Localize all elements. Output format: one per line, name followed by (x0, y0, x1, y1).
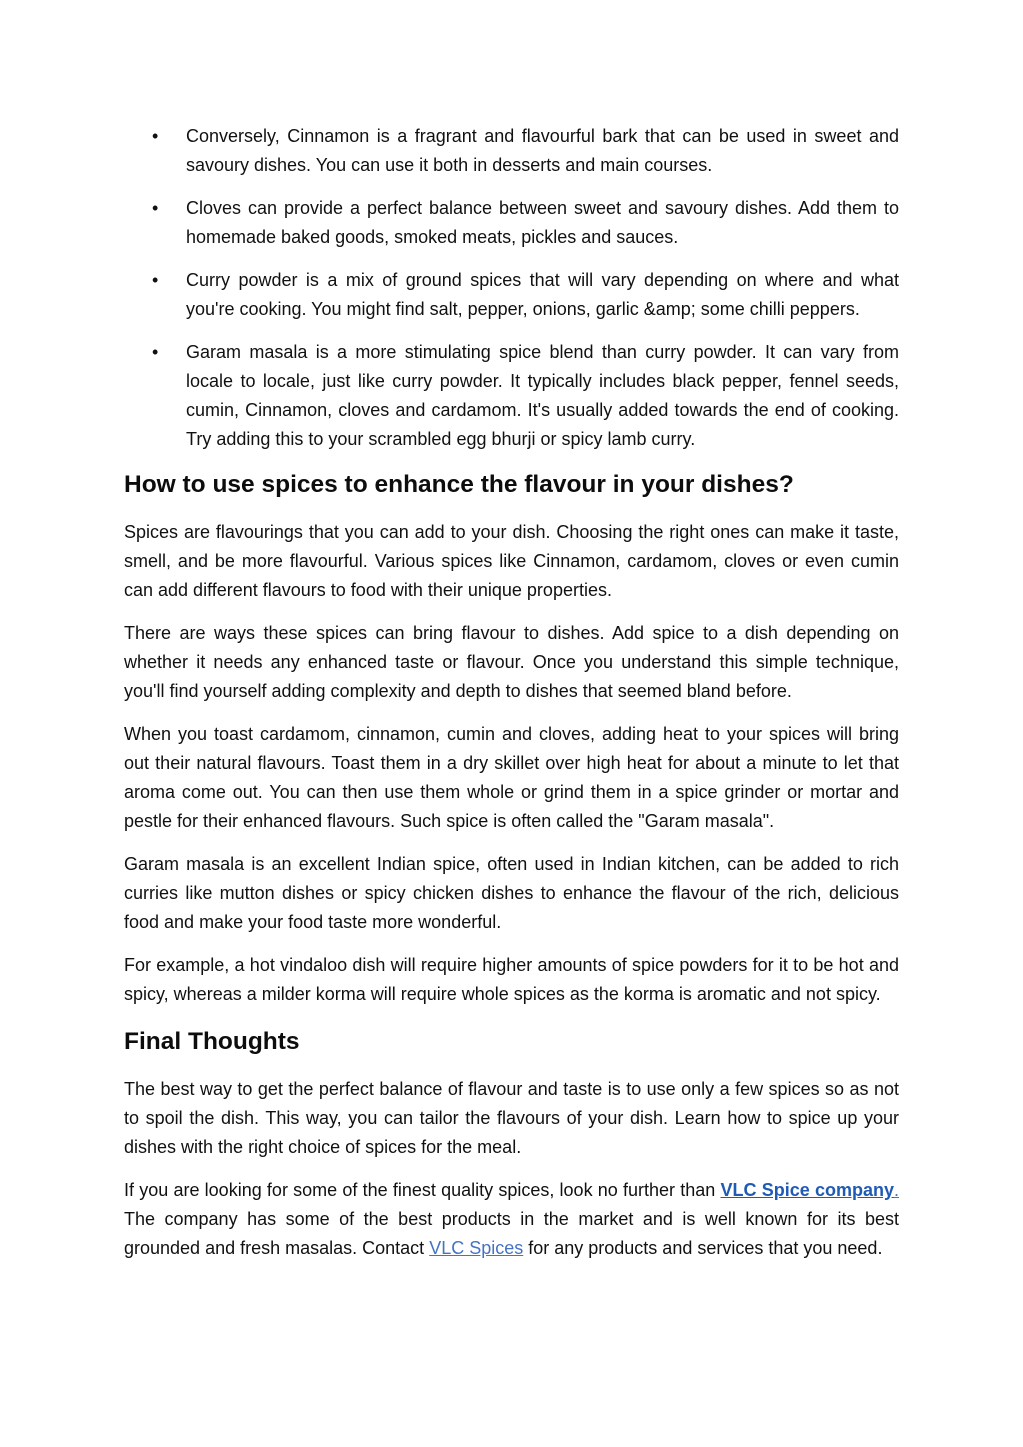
paragraph-contact (124, 1176, 899, 1263)
paragraph-text: for any products and services that you need. (523, 1238, 883, 1258)
bullet-marker: • (152, 270, 159, 290)
paragraph-text: If you are looking for some of the finest quality spices, look no further than (124, 1180, 721, 1200)
bullet-marker: • (152, 126, 159, 146)
bullet-marker: • (152, 198, 159, 218)
paragraph: Spices are flavourings that you can add to your dish. Choosing the right ones can make it taste, smell, and be more flavourful. Various spices like Cinnamon, cardamom, cloves or even cumin can add different flavours to food with their unique properties. (124, 522, 899, 600)
link-trailing-period[interactable]: . (893, 1180, 899, 1200)
list-item (124, 266, 899, 324)
vlc-spice-company-link[interactable]: VLC Spice company (720, 1180, 894, 1200)
list-item (124, 122, 899, 180)
section-heading-final-thoughts: Final Thoughts (124, 1028, 300, 1055)
list-item-text: Curry powder is a mix of ground spices that will vary depending on where and what you're cooking. You might find salt, pepper, onions, garlic &amp; some chilli peppers. (186, 270, 899, 319)
list-item (124, 338, 899, 454)
paragraph: When you toast cardamom, cinnamon, cumin and cloves, adding heat to your spices will bring out their natural flavours. Toast them in a dry skillet over high heat for about a minute to let that aroma come out. You can then use them whole or grind them in a spice grinder or mortar and pestle for their enhanced flavours. Such spice is often called the "Garam masala". (124, 724, 899, 831)
list-item-text: Conversely, Cinnamon is a fragrant and flavourful bark that can be used in sweet and savoury dishes. You can use it both in desserts and main courses. (186, 126, 899, 175)
document-page (124, 122, 899, 1277)
paragraph: The best way to get the perfect balance of flavour and taste is to use only a few spices so as not to spoil the dish. This way, you can tailor the flavours of your dish. Learn how to spice up your dishes with the right choice of spices for the meal. (124, 1079, 899, 1157)
vlc-spices-link[interactable]: VLC Spices (429, 1238, 524, 1258)
paragraph: There are ways these spices can bring flavour to dishes. Add spice to a dish depending on whether it needs any enhanced taste or flavour. Once you understand this simple technique, you'll find yourself adding complexity and depth to dishes that seemed bland before. (124, 623, 899, 701)
bullet-marker: • (152, 342, 159, 362)
list-item-text: Cloves can provide a perfect balance between sweet and savoury dishes. Add them to homemade baked goods, smoked meats, pickles and sauces. (186, 198, 899, 247)
section-heading-spices: How to use spices to enhance the flavour in your dishes? (124, 471, 794, 498)
paragraph-text: The company has some of the best products in the market and is well known for its best grounded and fresh masalas. Contact (124, 1209, 899, 1258)
paragraph: Garam masala is an excellent Indian spice, often used in Indian kitchen, can be added to rich curries like mutton dishes or spicy chicken dishes to enhance the flavour of the rich, delicious food and make your food taste more wonderful. (124, 854, 899, 932)
list-item (124, 194, 899, 252)
paragraph: For example, a hot vindaloo dish will require higher amounts of spice powders for it to be hot and spicy, whereas a milder korma will require whole spices as the korma is aromatic and not spicy. (124, 955, 899, 1004)
list-item-text: Garam masala is a more stimulating spice blend than curry powder. It can vary from locale to locale, just like curry powder. It typically includes black pepper, fennel seeds, cumin, Cinnamon, cloves and cardamom. It's usually added towards the end of cooking. Try adding this to your scrambled egg bhurji or spicy lamb curry. (186, 342, 899, 449)
spice-bullet-list (124, 122, 899, 454)
